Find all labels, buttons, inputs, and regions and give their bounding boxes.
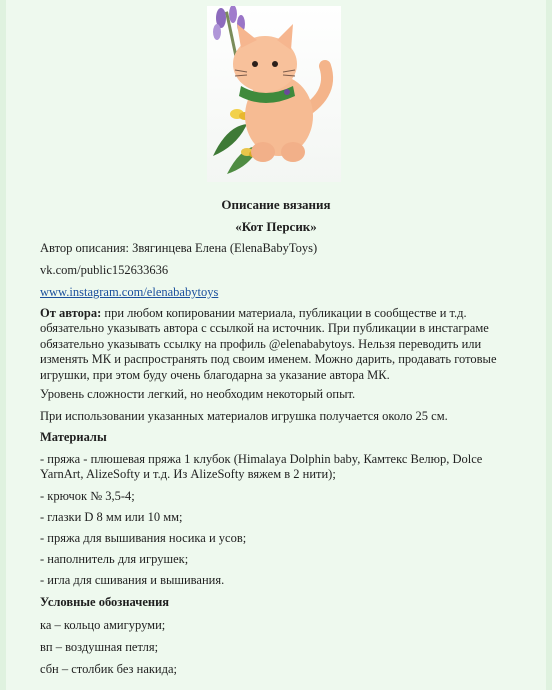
document-title: Описание вязания — [221, 197, 331, 212]
materials-item: - глазки D 8 мм или 10 мм; — [40, 510, 183, 524]
author-note-text: при любом копировании материала, публикации в сообществе и т.д. обязательно указывать автора с ссылкой на источник. При публикации в инстаграме обязательно указывать ссылку на профиль @elenababytoys. Нельзя переводить или изменять МК и распространять под своим именем. Можно дарить, продавать готовые игрушки, при этом буду очень благодарна за указание автора МК. — [40, 306, 497, 382]
materials-item: - крючок № 3,5-4; — [40, 489, 135, 503]
cat-illustration — [207, 6, 341, 182]
legend-heading: Условные обозначения — [40, 595, 170, 609]
author-note-label: От автора: — [40, 306, 102, 320]
legend-item: ка – кольцо амигуруми; — [40, 618, 166, 632]
instagram-link[interactable]: www.instagram.com/elenababytoys — [40, 285, 219, 299]
document-subtitle: «Кот Персик» — [235, 219, 317, 234]
page-edge-right — [546, 0, 552, 690]
author-note — [40, 306, 522, 383]
cat-photo — [207, 6, 341, 182]
difficulty-line: Уровень сложности легкий, но необходим некоторый опыт. — [40, 387, 356, 401]
materials-item: - наполнитель для игрушек; — [40, 552, 189, 566]
size-line: При использовании указанных материалов игрушка получается около 25 см. — [40, 409, 448, 423]
legend-item: вп – воздушная петля; — [40, 640, 159, 654]
author-line: Автор описания: Звягинцева Елена (ElenaBabyToys) — [40, 241, 318, 255]
legend-item: сбн – столбик без накида; — [40, 662, 178, 676]
materials-heading: Материалы — [40, 430, 107, 444]
vk-link-text: vk.com/public152633636 — [40, 263, 169, 277]
materials-item: - пряжа для вышивания носика и усов; — [40, 531, 247, 545]
materials-item: - игла для сшивания и вышивания. — [40, 573, 225, 587]
materials-item: - пряжа - плюшевая пряжа 1 клубок (Himalaya Dolphin baby, Камтекс Велюр, Dolce YarnArt, AlizeSofty и т.д. Из AlizeSofty вяжем в 2 нити); — [40, 452, 483, 481]
page-edge-left — [0, 0, 6, 690]
